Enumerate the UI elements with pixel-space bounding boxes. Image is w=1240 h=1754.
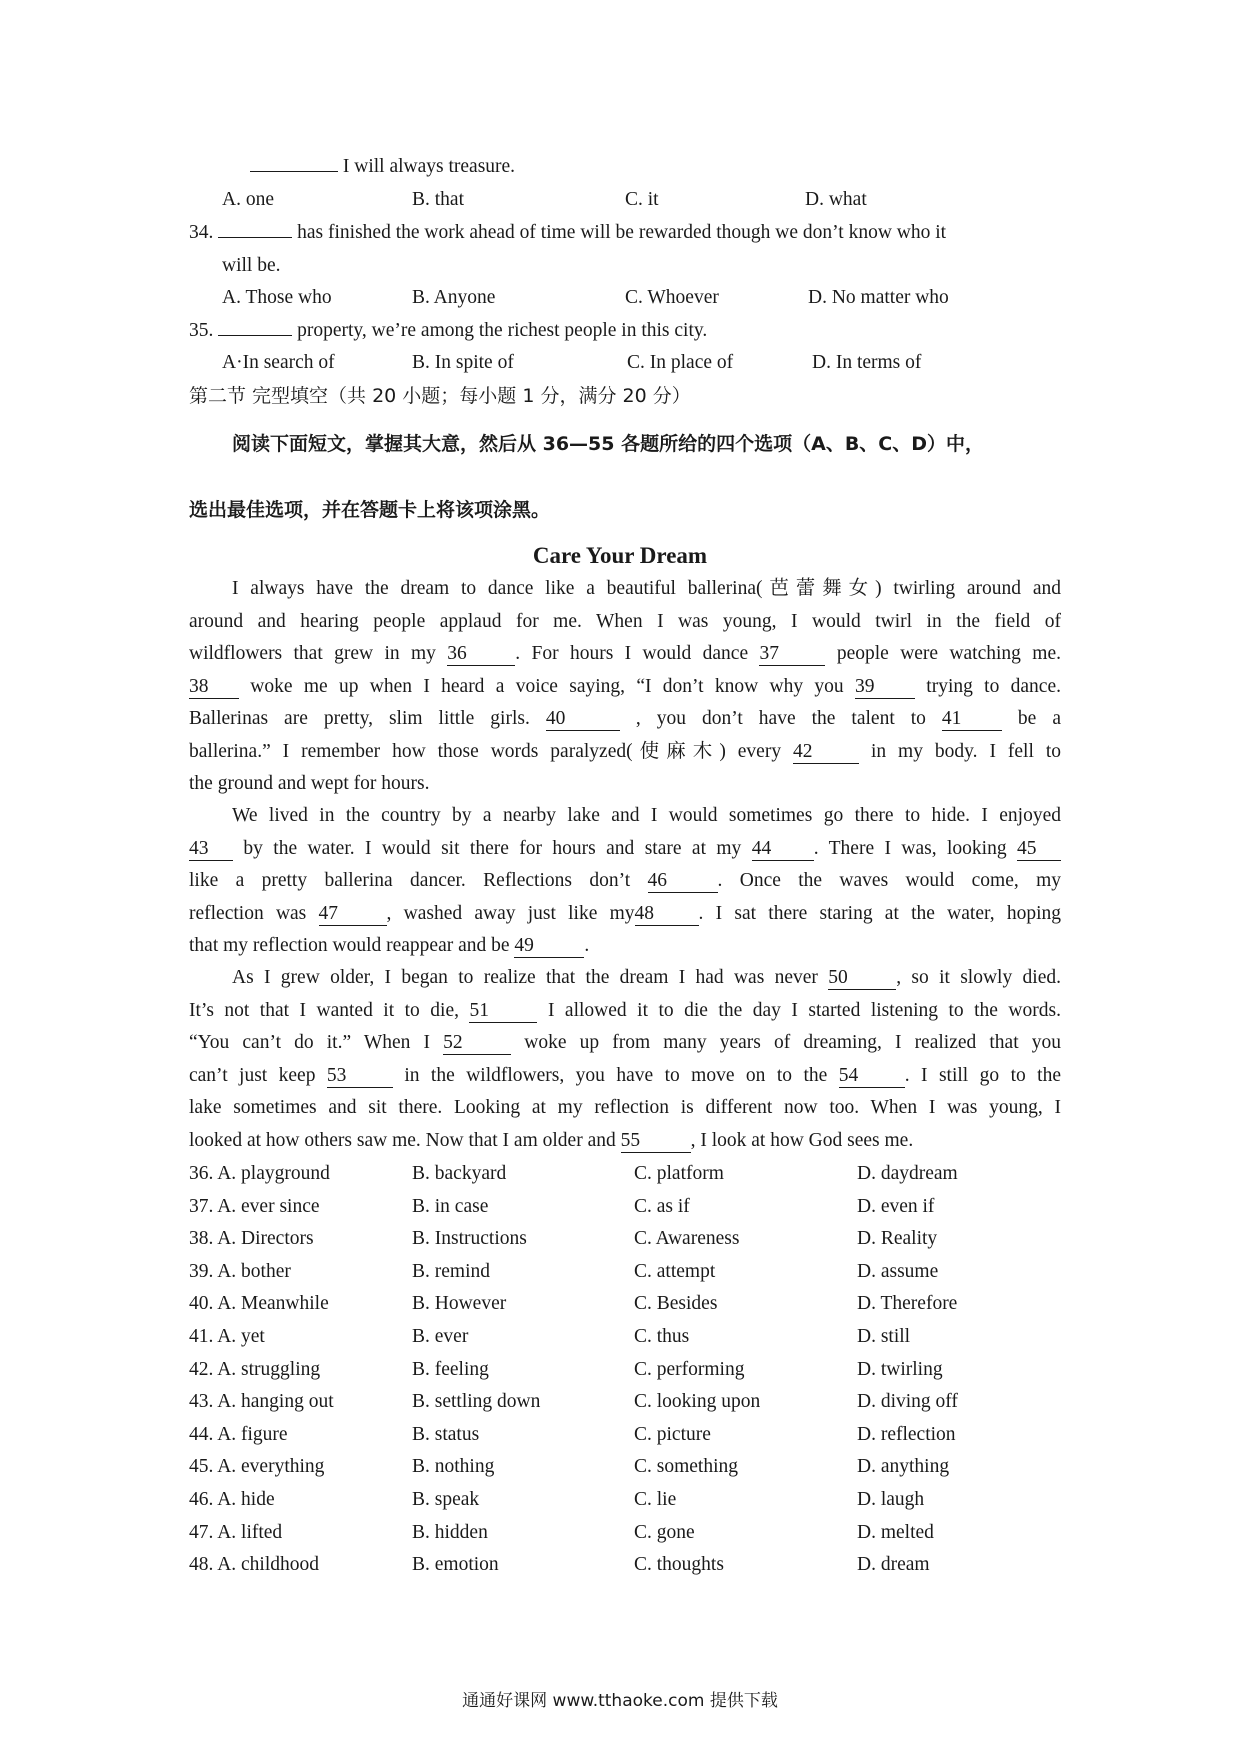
- choice-option-a: 47. A. lifted: [189, 1521, 283, 1543]
- choice-number: 40.: [189, 1293, 214, 1315]
- choice-option-c: C. platform: [634, 1163, 724, 1184]
- choice-option-d: D. dream: [857, 1554, 930, 1576]
- choice-option-d: D. anything: [857, 1456, 950, 1478]
- passage-paragraph-2: We lived in the country by a nearby lake and I would sometimes go there to hide. I enjoyed 43 by the water. I would sit there for hours and stare at my 44 . There I was, looking 45 like a pretty ballerina dancer. Reflections don’t 46 . Once the waves would come, my reflection was 47 , washed away just like my48 . I sat there staring at the water, hoping that my reflection would reappear and be 49 .: [189, 805, 1062, 956]
- choice-option-c: C. picture: [634, 1423, 711, 1445]
- choice-option-b: B. ever: [412, 1326, 469, 1347]
- option-b: B. Anyone: [412, 287, 496, 308]
- choice-option-d: D. assume: [857, 1260, 939, 1282]
- choice-option-a: 48. A. childhood: [189, 1554, 320, 1576]
- blank-47: 47: [319, 903, 387, 926]
- option-b: B. that: [412, 189, 464, 210]
- option-b: B. In spite of: [412, 352, 514, 373]
- choice-option-b: B. remind: [412, 1260, 490, 1282]
- choice-option-b: B. However: [412, 1293, 507, 1315]
- answer-blank: [250, 171, 338, 172]
- option-c: C. Whoever: [625, 287, 719, 308]
- choice-option-a: 46. A. hide: [189, 1489, 275, 1510]
- choice-option-a: 39. A. bother: [189, 1260, 291, 1282]
- choice-option-b: B. speak: [412, 1489, 480, 1510]
- blank-38: 38: [189, 676, 239, 699]
- option-c: C. it: [625, 189, 659, 210]
- choice-option-c: C. lie: [634, 1489, 677, 1510]
- choice-number: 39.: [189, 1260, 214, 1282]
- choice-number: 36.: [189, 1163, 214, 1184]
- option-a: A·In search of: [222, 352, 335, 373]
- option-d: D. what: [805, 189, 867, 210]
- q34-stem: 34. has finished the work ahead of time will be rewarded though we don’t know who it: [189, 222, 947, 243]
- answer-blank: [218, 335, 292, 336]
- choice-option-c: C. Awareness: [634, 1228, 740, 1250]
- blank-41: 41: [942, 708, 1002, 731]
- choice-number: 45.: [189, 1456, 214, 1478]
- choice-number: 44.: [189, 1423, 214, 1445]
- choice-option-b: B. Instructions: [412, 1228, 527, 1250]
- choice-number: 37.: [189, 1195, 214, 1217]
- blank-54: 54: [839, 1065, 905, 1088]
- choice-option-d: D. melted: [857, 1521, 934, 1543]
- choice-option-a: 42. A. struggling: [189, 1358, 321, 1380]
- choice-option-b: B. backyard: [412, 1163, 507, 1184]
- choice-option-b: B. in case: [412, 1195, 489, 1217]
- blank-39: 39: [855, 676, 915, 699]
- choice-option-c: C. thus: [634, 1326, 690, 1347]
- choice-option-c: C. looking upon: [634, 1391, 761, 1413]
- blank-44: 44: [752, 838, 814, 861]
- q34-stem-cont: will be.: [222, 255, 281, 276]
- choice-number: 43.: [189, 1391, 214, 1413]
- blank-45: 45: [1017, 838, 1061, 861]
- option-d: D. No matter who: [808, 287, 949, 308]
- choice-option-c: C. gone: [634, 1521, 695, 1543]
- choice-option-b: B. feeling: [412, 1358, 489, 1380]
- choice-option-d: D. twirling: [857, 1358, 943, 1380]
- choice-option-b: B. emotion: [412, 1554, 499, 1576]
- blank-40: 40: [546, 708, 620, 731]
- blank-37: 37: [759, 643, 825, 666]
- blank-55: 55: [621, 1130, 691, 1153]
- choice-option-a: 41. A. yet: [189, 1326, 265, 1347]
- section-instructions-1: 阅读下面短文，掌握其大意，然后从 36—55 各题所给的四个选项（A、B、C、D）中，: [232, 433, 985, 455]
- choice-option-d: D. still: [857, 1326, 911, 1347]
- blank-46: 46: [648, 870, 718, 893]
- choice-option-a: 43. A. hanging out: [189, 1391, 334, 1413]
- section-heading: 第二节 完型填空（共 20 小题；每小题 1 分，满分 20 分）: [189, 385, 691, 407]
- blank-48: 48: [635, 903, 699, 926]
- q33-stem: I will always treasure.: [250, 151, 515, 183]
- choice-number: 38.: [189, 1228, 214, 1250]
- answer-blank: [218, 237, 292, 238]
- blank-42: 42: [793, 741, 859, 764]
- choice-option-c: C. performing: [634, 1358, 745, 1380]
- option-a: A. one: [222, 189, 274, 210]
- choice-option-a: 36. A. playground: [189, 1163, 330, 1184]
- passage-paragraph-1: I always have the dream to dance like a beautiful ballerina(芭蕾舞女) twirling around and around and hearing people applaud for me. When I was young, I would twirl in the field of wildflowers that grew in my 36 . For hours I would dance 37 people were watching me. 38 woke me up when I heard a voice saying, “I don’t know why you 39 trying to dance. Ballerinas are pretty, slim little girls. 40 , you don’t have the talent to 41 be a ballerina.” I remember how those words paralyzed(使麻木) every 42 in my body. I fell to the ground and wept for hours.: [189, 578, 1061, 794]
- choice-number: 48.: [189, 1554, 214, 1576]
- choice-option-d: D. Reality: [857, 1228, 938, 1250]
- choice-option-a: 40. A. Meanwhile: [189, 1293, 329, 1315]
- choice-option-a: 45. A. everything: [189, 1456, 325, 1478]
- page-footer: 通通好课网 www.tthaoke.com 提供下载: [462, 1691, 778, 1711]
- passage-paragraph-3: As I grew older, I began to realize that the dream I had was never 50 , so it slowly died. It’s not that I wanted it to die, 51 I allowed it to die the day I started listening to the words. “You can’t do it.” When I 52 woke up from many years of dreaming, I realized that you can’t just keep 53 in the wildflowers, you have to move on to the 54 . I still go to the lake sometimes and sit there. Looking at my reflection is different now too. When I was young, I looked at how others saw me. Now that I am older and 55 , I look at how God sees me.: [189, 967, 1061, 1151]
- blank-51: 51: [469, 1000, 537, 1023]
- choice-option-c: C. attempt: [634, 1260, 716, 1282]
- choice-number: 46.: [189, 1489, 214, 1510]
- choice-option-d: D. laugh: [857, 1489, 925, 1510]
- choice-option-d: D. reflection: [857, 1423, 956, 1445]
- choice-option-b: B. hidden: [412, 1521, 488, 1543]
- blank-52: 52: [443, 1032, 511, 1055]
- choice-number: 42.: [189, 1358, 214, 1380]
- blank-50: 50: [828, 967, 896, 990]
- choice-option-a: 38. A. Directors: [189, 1228, 314, 1250]
- choice-option-d: D. Therefore: [857, 1293, 958, 1315]
- choice-option-b: B. settling down: [412, 1391, 541, 1413]
- choice-number: 47.: [189, 1521, 214, 1543]
- choice-number: 41.: [189, 1326, 214, 1347]
- choice-option-b: B. nothing: [412, 1456, 495, 1478]
- choice-option-c: C. something: [634, 1456, 739, 1478]
- blank-53: 53: [327, 1065, 393, 1088]
- q35-stem: 35. property, we’re among the richest people in this city.: [189, 320, 708, 341]
- choice-option-d: D. diving off: [857, 1391, 958, 1413]
- choice-option-d: D. daydream: [857, 1163, 958, 1184]
- choice-option-c: C. as if: [634, 1195, 690, 1217]
- choice-option-b: B. status: [412, 1423, 480, 1445]
- blank-36: 36: [447, 643, 515, 666]
- choice-option-a: 44. A. figure: [189, 1423, 288, 1445]
- option-a: A. Those who: [222, 287, 332, 308]
- option-d: D. In terms of: [812, 352, 922, 373]
- choice-option-a: 37. A. ever since: [189, 1195, 320, 1217]
- choice-option-c: C. thoughts: [634, 1554, 724, 1576]
- passage-title: Care Your Dream: [532, 543, 708, 568]
- choice-option-d: D. even if: [857, 1195, 935, 1217]
- choice-option-c: C. Besides: [634, 1293, 718, 1315]
- section-instructions-2: 选出最佳选项，并在答题卡上将该项涂黑。: [189, 499, 551, 521]
- blank-49: 49: [514, 935, 584, 958]
- option-c: C. In place of: [627, 352, 734, 373]
- blank-43: 43: [189, 838, 233, 861]
